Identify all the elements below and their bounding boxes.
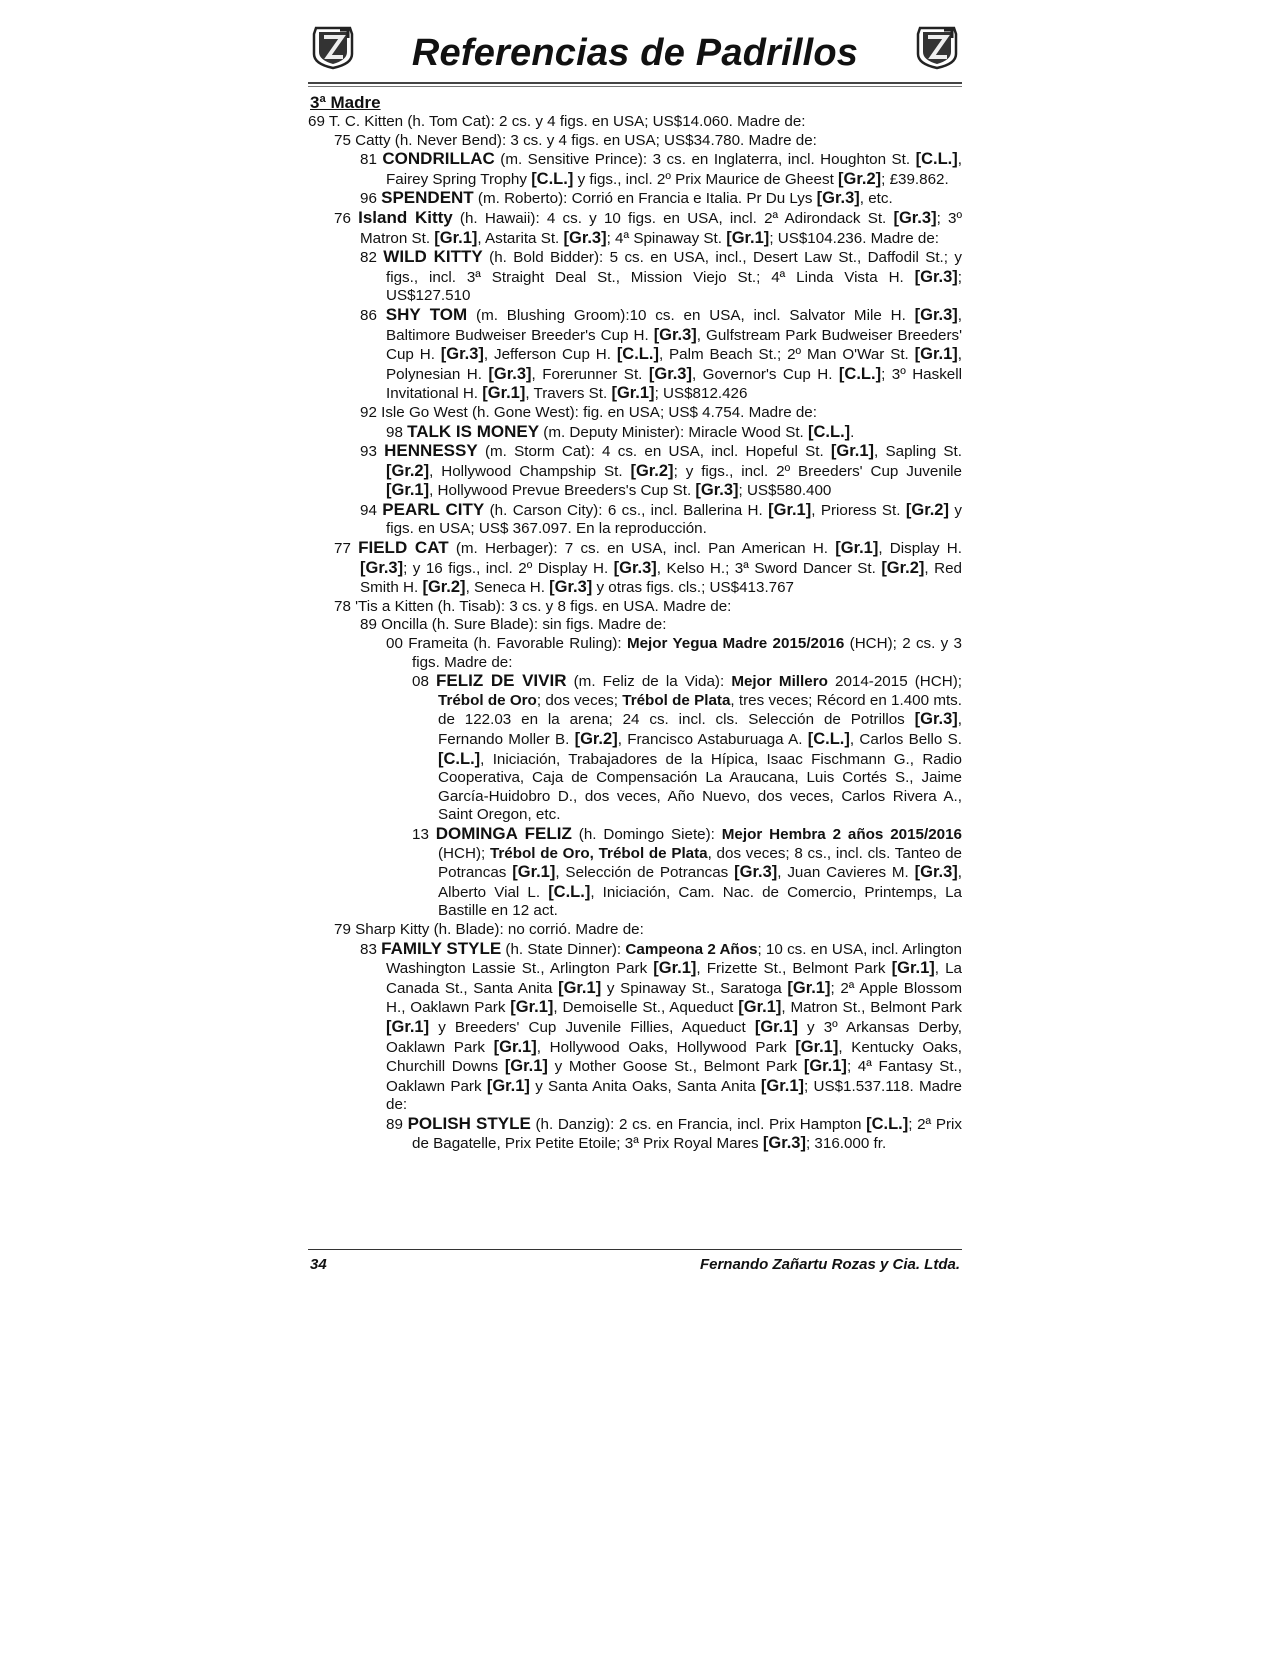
entry-text: , Iniciación, Cam. Nac. de Comercio, Printemps, La Bastille en 12 act. — [438, 883, 962, 920]
race-grade: [C.L.] — [548, 882, 591, 901]
pedigree-entry — [360, 306, 962, 404]
pedigree-entry — [360, 189, 962, 209]
race-grade: [C.L.] — [838, 364, 882, 383]
race-grade: [Gr.1] — [386, 1017, 430, 1036]
entry-text: , Forerunner St. — [531, 365, 649, 383]
race-grade: [Gr.3] — [816, 189, 860, 208]
page-title: Referencias de Padrillos — [411, 32, 859, 74]
entry-text: , Sapling St. — [874, 443, 962, 461]
race-grade: [Gr.1] — [891, 959, 935, 978]
award-text: Mejor Yegua Madre 2015/2016 — [626, 635, 845, 653]
entry-text: 93 — [360, 443, 385, 461]
race-grade: [Gr.1] — [558, 978, 602, 997]
entry-text: y Spinaway St., Saratoga — [601, 979, 788, 997]
entry-text: (m. Blushing Groom):10 cs. en USA, incl. Salvator Mile H. — [467, 306, 915, 324]
pedigree-entry — [360, 442, 962, 501]
entry-text: , Demoiselle St., Aqueduct — [553, 999, 739, 1017]
entry-text: (m. Storm Cat): 4 cs. en USA, incl. Hopeful St. — [477, 443, 831, 461]
entry-text: , Selección de Potrancas — [555, 864, 735, 882]
pedigree-entry — [334, 209, 962, 248]
race-grade: [Gr.3] — [695, 481, 739, 500]
entry-text: , tres veces; Récord en 1.400 mts. de 122.03 en la arena; 24 cs. incl. cls. Selección de Potrillos — [438, 691, 962, 729]
entry-text: (m. Deputy Minister): Miracle Wood St. — [539, 423, 808, 441]
horse-name: SHY TOM — [385, 304, 468, 324]
entry-text: (h. Bold Bidder): 5 cs. en USA, incl., Desert Law St., Daffodil St.; y figs., incl. 3ª Straight Deal St., Mission Viejo St.; 4ª Linda Vista H. — [386, 249, 962, 286]
race-grade: [Gr.3] — [914, 863, 958, 882]
entry-text: , Fernando Moller B. — [438, 711, 962, 748]
entry-text: ; y figs., incl. 2º Breeders' Cup Juvenile — [673, 462, 962, 480]
pedigree-entry — [412, 825, 962, 921]
race-grade: [Gr.3] — [360, 558, 404, 577]
race-grade: [Gr.1] — [386, 481, 430, 500]
entry-text: (h. Hawaii): 4 cs. y 10 figs. en USA, incl. 2ª Adirondack St. — [452, 209, 894, 227]
pedigree-entry — [386, 635, 962, 672]
entry-text: ; 4ª Fantasy St., Oaklawn Park — [386, 1058, 962, 1095]
race-grade: [C.L.] — [438, 749, 481, 768]
race-grade: [C.L.] — [866, 1114, 909, 1133]
pedigree-entry — [386, 1115, 962, 1154]
race-grade: [C.L.] — [807, 730, 850, 748]
entry-text: ; y 16 figs., incl. 2º Display H. — [403, 559, 614, 577]
race-grade: [Gr.1] — [434, 228, 478, 247]
header-rule — [308, 82, 962, 87]
entry-text: ; US$580.400 — [738, 482, 832, 500]
pedigree-entry — [360, 501, 962, 539]
horse-name: WILD KITTY — [383, 247, 483, 267]
pedigree-entry — [334, 921, 962, 940]
entry-text: , Hollywood Oaks, Hollywood Park — [536, 1038, 796, 1056]
race-grade: [Gr.1] — [754, 1017, 798, 1036]
entry-text: ; 3º Matron St. — [360, 209, 962, 247]
race-grade: [Gr.3] — [914, 267, 958, 286]
race-grade: [Gr.1] — [611, 384, 655, 403]
award-text: Trébol de Oro — [438, 691, 537, 709]
race-grade: [Gr.1] — [768, 500, 812, 519]
entry-text: ; 316.000 fr. — [805, 1135, 887, 1153]
entry-text: , etc. — [859, 190, 893, 208]
entry-text: ; US$1.537.118. Madre de: — [386, 1077, 962, 1114]
race-grade: [Gr.3] — [440, 345, 484, 364]
entry-text: ; 3º Haskell Invitational H. — [386, 365, 963, 403]
company-name: Fernando Zañartu Rozas y Cia. Ltda. — [699, 1256, 960, 1273]
award-text: Campeona 2 Años — [625, 940, 758, 958]
entry-text: , Iniciación, Trabajadores de la Hípica, Isaac Fischmann G., Radio Cooperativa, Caja de Compensación La Araucana, Luis Cortés S., Jaime García-Huidobro D., dos veces, Año Nuevo, dos veces, Carlos Rivera A., Saint Oregon, etc. — [438, 750, 962, 824]
stud-logo-icon — [914, 24, 960, 70]
entry-text: y Mother Goose St., Belmont Park — [547, 1058, 804, 1076]
entry-text: . — [850, 423, 855, 441]
race-grade: [Gr.3] — [613, 558, 657, 577]
entry-text: , Carlos Bello S. — [849, 731, 962, 748]
entry-text: , Francisco Astaburuaga A. — [617, 731, 808, 748]
pedigree-entry — [308, 113, 962, 132]
award-text: Mejor Hembra 2 años 2015/2016 — [721, 825, 963, 843]
pedigree-entry — [334, 132, 962, 151]
pedigree-entries — [308, 113, 962, 1154]
entry-text: 83 — [360, 940, 382, 958]
race-grade: [Gr.1] — [486, 1076, 530, 1095]
entry-text: , Baltimore Budweiser Breeder's Cup H. — [386, 306, 962, 344]
section-title: 3ª Madre — [310, 93, 381, 112]
horse-name: FIELD CAT — [358, 538, 449, 558]
entry-text: 92 Isle Go West (h. Gone West): fig. en USA; US$ 4.754. Madre de: — [360, 403, 817, 421]
entry-text: y 3º Arkansas Derby, Oaklawn Park — [386, 1018, 962, 1056]
race-grade: [Gr.1] — [653, 959, 697, 978]
page-header — [308, 22, 962, 80]
race-grade: [Gr.3] — [563, 228, 607, 247]
entry-text: y figs., incl. 2º Prix Maurice de Gheest — [573, 170, 839, 188]
award-text: Mejor Millero — [731, 673, 828, 691]
entry-text: (HCH); — [438, 844, 490, 862]
entry-text: 00 Frameita (h. Favorable Ruling): — [386, 635, 627, 653]
race-grade: [Gr.1] — [830, 442, 875, 461]
pedigree-entry — [360, 940, 962, 1115]
entry-text: y Santa Anita Oaks, Santa Anita — [529, 1077, 761, 1095]
pedigree-entry — [334, 539, 962, 598]
entry-text: 77 — [334, 540, 359, 558]
pedigree-entry — [360, 150, 962, 189]
entry-text: 69 T. C. Kitten (h. Tom Cat): 2 cs. y 4 figs. en USA; US$14.060. Madre de: — [308, 113, 806, 130]
page-number: 34 — [310, 1256, 327, 1273]
race-grade: [Gr.1] — [493, 1037, 537, 1056]
entry-text: , Alberto Vial L. — [438, 864, 962, 901]
race-grade: [Gr.1] — [760, 1076, 805, 1095]
race-grade: [Gr.1] — [726, 228, 770, 247]
entry-text: 08 — [412, 673, 437, 691]
horse-name: FAMILY STYLE — [381, 938, 502, 958]
entry-text: 79 Sharp Kitty (h. Blade): no corrió. Madre de: — [334, 920, 644, 938]
race-grade: [Gr.3] — [914, 305, 958, 324]
entry-text: , Hollywood Prevue Breeders's Cup St. — [429, 482, 696, 500]
entry-text: y otras figs. cls.; US$413.767 — [592, 579, 795, 597]
entry-text: , Governor's Cup H. — [691, 365, 839, 383]
entry-text: 94 — [360, 501, 383, 519]
page-footer — [308, 1249, 962, 1273]
page — [308, 22, 962, 1154]
entry-text: , Display H. — [878, 540, 962, 558]
horse-name: POLISH STYLE — [407, 1113, 531, 1133]
race-grade: [Gr.2] — [905, 500, 949, 519]
race-grade: [Gr.3] — [762, 1134, 806, 1153]
entry-text: ; US$812.426 — [654, 385, 748, 403]
pedigree-entry — [360, 404, 962, 423]
race-grade: [Gr.1] — [504, 1057, 548, 1076]
race-grade: [Gr.1] — [482, 384, 526, 403]
entry-text: (h. Domingo Siete): — [571, 825, 722, 843]
race-grade: [Gr.1] — [512, 863, 556, 882]
race-grade: [Gr.2] — [630, 461, 674, 480]
entry-text: 98 — [386, 423, 408, 441]
entry-text: , Matron St., Belmont Park — [781, 999, 962, 1017]
horse-name: CONDRILLAC — [382, 149, 495, 169]
race-grade: [Gr.3] — [734, 863, 778, 882]
entry-text: ; 4ª Spinaway St. — [606, 229, 727, 247]
race-grade: [Gr.1] — [803, 1057, 847, 1076]
entry-text: y Breeders' Cup Juvenile Fillies, Aqueduct — [429, 1018, 755, 1036]
entry-text: (h. Carson City): 6 cs., incl. Ballerina H. — [484, 501, 769, 519]
entry-text: , dos veces; 8 cs., incl. cls. Tanteo de Potrancas — [438, 844, 962, 882]
entry-text: (HCH); 2 cs. y 3 figs. Madre de: — [412, 635, 962, 671]
race-grade: [Gr.1] — [914, 345, 958, 364]
pedigree-entry — [386, 423, 962, 443]
award-text: Trébol de Plata — [622, 691, 731, 709]
entry-text: ; 10 cs. en USA, incl. Arlington Washington Lassie St., Arlington Park — [386, 940, 962, 978]
race-grade: [Gr.2] — [838, 169, 882, 188]
entry-text: , Seneca H. — [465, 579, 550, 597]
entry-text: 81 — [360, 151, 383, 169]
horse-name: HENNESSY — [384, 441, 478, 461]
entry-text: , Fairey Spring Trophy — [386, 151, 962, 188]
pedigree-entry — [360, 616, 962, 635]
race-grade: [Gr.3] — [914, 710, 958, 729]
entry-text: 82 — [360, 249, 384, 267]
horse-name: PEARL CITY — [382, 499, 485, 519]
entry-text: 13 — [412, 825, 436, 843]
horse-name: TALK IS MONEY — [407, 421, 540, 441]
entry-text: , Kelso H.; 3ª Sword Dancer St. — [656, 559, 882, 577]
entry-text: ; £39.862. — [881, 170, 949, 188]
entry-text: , Gulfstream Park Budweiser Breeders' Cup H. — [386, 326, 962, 364]
entry-text: 89 Oncilla (h. Sure Blade): sin figs. Madre de: — [360, 616, 667, 634]
entry-text: 2014-2015 (HCH); — [827, 673, 962, 691]
entry-text: , Prioress St. — [811, 501, 906, 519]
race-grade: [C.L.] — [616, 345, 659, 364]
entry-text: 89 — [386, 1115, 408, 1133]
entry-text: , Polynesian H. — [386, 346, 962, 383]
entry-text: , Jefferson Cup H. — [483, 346, 617, 364]
entry-text: ; US$127.510 — [386, 268, 962, 305]
entry-text: (m. Sensitive Prince): 3 cs. en Inglaterra, incl. Houghton St. — [494, 151, 916, 169]
entry-text: (m. Feliz de la Vida): — [566, 673, 732, 691]
entry-text: , Astarita St. — [477, 229, 564, 247]
pedigree-entry — [360, 248, 962, 306]
race-grade: [C.L.] — [531, 169, 574, 188]
entry-text: , Travers St. — [525, 385, 612, 403]
race-grade: [Gr.1] — [738, 998, 782, 1017]
entry-text: 86 — [360, 306, 386, 324]
entry-text: y figs. en USA; US$ 367.097. En la reproducción. — [386, 501, 962, 538]
race-grade: [Gr.2] — [881, 558, 925, 577]
entry-text: , Hollywood Champship St. — [429, 462, 631, 480]
entry-text: ; 2ª Prix de Bagatelle, Prix Petite Etoile; 3ª Prix Royal Mares — [412, 1115, 962, 1153]
entry-text: , Frizette St., Belmont Park — [696, 960, 892, 978]
entry-text: , Kentucky Oaks, Churchill Downs — [386, 1038, 963, 1076]
entry-text: , Red Smith H. — [360, 559, 962, 597]
entry-text: 76 — [334, 209, 359, 227]
entry-text: (m. Roberto): Corrió en Francia e Italia. Pr Du Lys — [473, 190, 817, 208]
entry-text: ; dos veces; — [536, 691, 623, 709]
race-grade: [Gr.2] — [386, 461, 430, 480]
entry-text: ; US$104.236. Madre de: — [769, 229, 940, 247]
entry-text: (m. Herbager): 7 cs. en USA, incl. Pan American H. — [448, 540, 836, 558]
award-text: Trébol de Oro, Trébol de Plata — [489, 844, 708, 862]
entry-text: 75 Catty (h. Never Bend): 3 cs. y 4 figs. en USA; US$34.780. Madre de: — [334, 131, 817, 149]
race-grade: [Gr.3] — [549, 578, 593, 597]
entry-text: , La Canada St., Santa Anita — [386, 960, 962, 997]
race-grade: [Gr.3] — [488, 364, 532, 383]
race-grade: [C.L.] — [808, 422, 851, 441]
race-grade: [Gr.1] — [510, 998, 554, 1017]
race-grade: [Gr.2] — [574, 730, 618, 748]
entry-text: 78 'Tis a Kitten (h. Tisab): 3 cs. y 8 figs. en USA. Madre de: — [334, 597, 732, 615]
horse-name: FELIZ DE VIVIR — [436, 671, 567, 691]
footer-rule — [308, 1249, 962, 1250]
entry-text: , Juan Cavieres M. — [777, 864, 915, 882]
race-grade: [Gr.3] — [893, 208, 937, 227]
pedigree-entry — [412, 672, 962, 825]
entry-text: (h. State Dinner): — [501, 940, 626, 958]
race-grade: [Gr.1] — [835, 539, 879, 558]
horse-name: SPENDENT — [381, 188, 474, 208]
race-grade: [C.L.] — [915, 150, 958, 169]
entry-text: ; 2ª Apple Blossom H., Oaklawn Park — [386, 979, 962, 1017]
race-grade: [Gr.1] — [787, 978, 831, 997]
entry-text: , Palm Beach St.; 2º Man O'War St. — [658, 346, 915, 364]
race-grade: [Gr.2] — [422, 578, 466, 597]
horse-name: DOMINGA FELIZ — [435, 823, 572, 843]
pedigree-entry — [334, 598, 962, 617]
race-grade: [Gr.3] — [653, 325, 697, 344]
entry-text: 96 — [360, 190, 382, 208]
race-grade: [Gr.1] — [795, 1037, 839, 1056]
race-grade: [Gr.3] — [648, 364, 692, 383]
entry-text: (h. Danzig): 2 cs. en Francia, incl. Prix Hampton — [530, 1115, 867, 1133]
horse-name: Island Kitty — [358, 207, 453, 227]
